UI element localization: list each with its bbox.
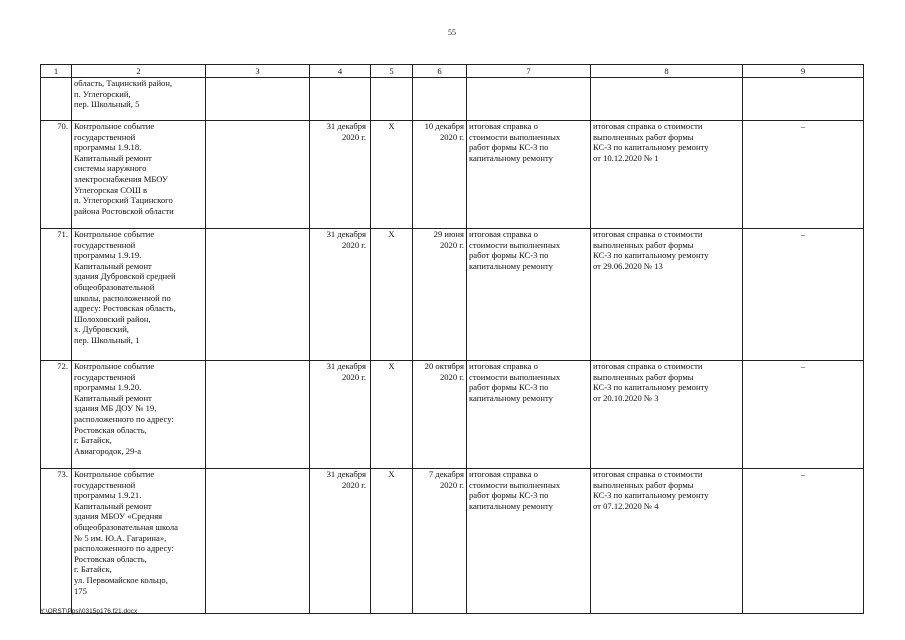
actual-date-cell: 20 октября 2020 г. <box>413 361 467 469</box>
column-header: 3 <box>206 65 310 78</box>
column-header: 2 <box>72 65 206 78</box>
table-row <box>41 361 864 469</box>
actual-date-cell: 7 декабря 2020 г. <box>413 469 467 614</box>
table-body <box>41 65 864 614</box>
document-type-cell: итоговая справка о стоимости выполненных работ формы КС-3 по капитальному ремонту <box>467 361 591 469</box>
control-events-table <box>40 64 864 614</box>
document-type-cell: итоговая справка о стоимости выполненных работ формы КС-3 по капитальному ремонту <box>467 229 591 361</box>
mark-cell <box>371 78 413 121</box>
planned-date-cell <box>310 78 371 121</box>
note-cell: – <box>743 469 864 614</box>
actual-date-cell: 10 декабря 2020 г. <box>413 121 467 229</box>
description-cell: область, Тацинский район, п. Углегорский, пер. Школьный, 5 <box>72 78 206 121</box>
actual-date-cell <box>413 78 467 121</box>
column-header: 8 <box>591 65 743 78</box>
document-reference-cell <box>591 78 743 121</box>
document-reference-cell: итоговая справка о стоимости выполненных работ формы КС-3 по капитальному ремонту от 20.10.2020 № 3 <box>591 361 743 469</box>
document-reference-cell: итоговая справка о стоимости выполненных работ формы КС-3 по капитальному ремонту от 10.12.2020 № 1 <box>591 121 743 229</box>
document-reference-cell: итоговая справка о стоимости выполненных работ формы КС-3 по капитальному ремонту от 07.12.2020 № 4 <box>591 469 743 614</box>
file-path-footer: Y:\ORST\Ppsi\0315p176.f21.docx <box>40 608 138 615</box>
planned-date-cell: 31 декабря 2020 г. <box>310 361 371 469</box>
responsible-cell <box>206 78 310 121</box>
document-type-cell: итоговая справка о стоимости выполненных работ формы КС-3 по капитальному ремонту <box>467 121 591 229</box>
number-cell: 72. <box>41 361 72 469</box>
description-cell: Контрольное событие государственной программы 1.9.19. Капитальный ремонт здания Дубровской средней общеобразовательной школы, расположенной по адресу: Ростовская область, Шолоховский район, х. Дубровский, пер. Школьный, 1 <box>72 229 206 361</box>
table-row <box>41 469 864 614</box>
number-cell <box>41 78 72 121</box>
table-row <box>41 121 864 229</box>
responsible-cell <box>206 469 310 614</box>
document-type-cell: итоговая справка о стоимости выполненных работ формы КС-3 по капитальному ремонту <box>467 469 591 614</box>
column-header: 1 <box>41 65 72 78</box>
table-row <box>41 229 864 361</box>
number-cell: 73. <box>41 469 72 614</box>
column-number-header-row <box>41 65 864 78</box>
page-number: 55 <box>448 28 456 37</box>
note-cell: – <box>743 229 864 361</box>
column-header: 7 <box>467 65 591 78</box>
mark-cell: Х <box>371 469 413 614</box>
continuation-row <box>41 78 864 121</box>
mark-cell: Х <box>371 121 413 229</box>
mark-cell: Х <box>371 361 413 469</box>
document-type-cell <box>467 78 591 121</box>
responsible-cell <box>206 361 310 469</box>
note-cell: – <box>743 361 864 469</box>
responsible-cell <box>206 229 310 361</box>
planned-date-cell: 31 декабря 2020 г. <box>310 469 371 614</box>
description-cell: Контрольное событие государственной программы 1.9.18. Капитальный ремонт системы наружного электроснабжения МБОУ Углегорская СОШ в п. Углегорский Тацинского района Ростовской области <box>72 121 206 229</box>
document-reference-cell: итоговая справка о стоимости выполненных работ формы КС-3 по капитальному ремонту от 29.06.2020 № 13 <box>591 229 743 361</box>
actual-date-cell: 29 июня 2020 г. <box>413 229 467 361</box>
responsible-cell <box>206 121 310 229</box>
number-cell: 71. <box>41 229 72 361</box>
note-cell: – <box>743 121 864 229</box>
column-header: 5 <box>371 65 413 78</box>
planned-date-cell: 31 декабря 2020 г. <box>310 229 371 361</box>
note-cell <box>743 78 864 121</box>
number-cell: 70. <box>41 121 72 229</box>
column-header: 4 <box>310 65 371 78</box>
description-cell: Контрольное событие государственной программы 1.9.21. Капитальный ремонт здания МБОУ «Средняя общеобразовательная школа № 5 им. Ю.А. Гагарина», расположенного по адресу: Ростовская область, г. Батайск, ул. Первомайское кольцо, 175 <box>72 469 206 614</box>
mark-cell: Х <box>371 229 413 361</box>
column-header: 9 <box>743 65 864 78</box>
description-cell: Контрольное событие государственной программы 1.9.20. Капитальный ремонт здания МБ ДОУ № 19, расположенного по адресу: Ростовская область, г. Батайск, Авиагородок, 29-а <box>72 361 206 469</box>
column-header: 6 <box>413 65 467 78</box>
planned-date-cell: 31 декабря 2020 г. <box>310 121 371 229</box>
